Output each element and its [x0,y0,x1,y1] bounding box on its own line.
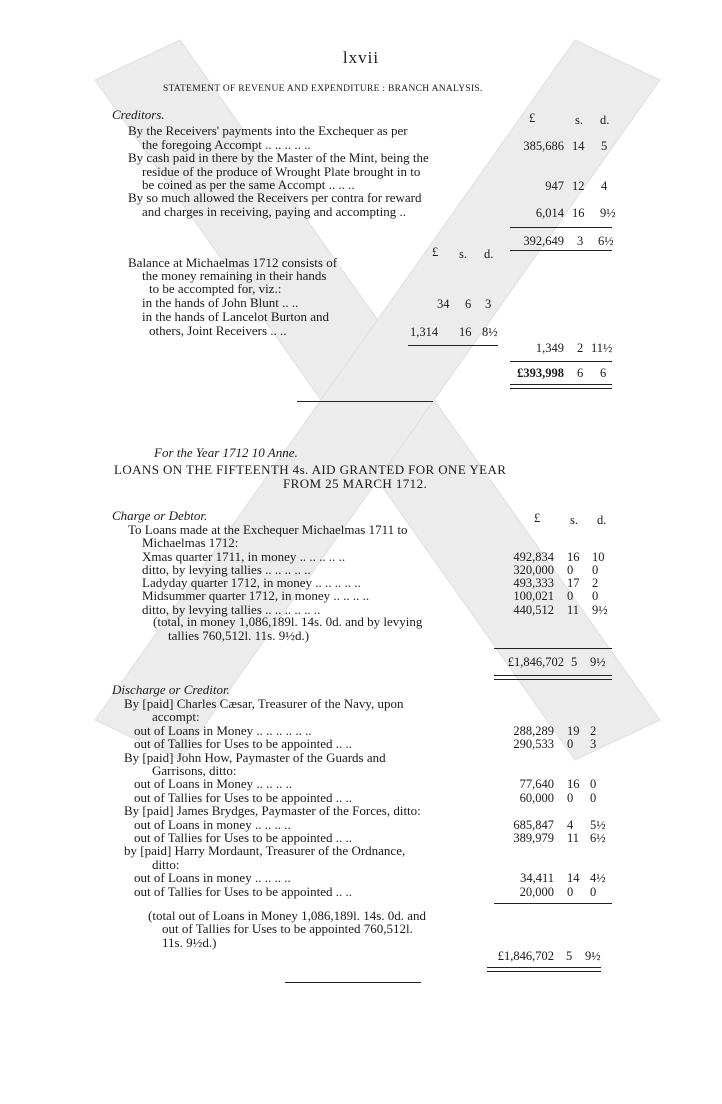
discharge-row-s: 14 [567,871,580,886]
discharge-line: out of Tallies for Uses to be appointed .. .. [134,883,353,899]
subtotal-d: 6½ [598,234,614,248]
discharge-line: out of Tallies for Uses to be appointed .. .. [134,830,353,845]
charge-head-d: d. [597,513,607,527]
charge-row-l: 440,512 [513,603,554,617]
creditor-3-l: 6,014 [535,206,564,220]
balance-line-4: in the hands of John Blunt .. .. [142,295,299,310]
discharge-line: By [paid] John How, Paymaster of the Guards and [124,749,386,765]
discharge-line: Garrisons, ditto: [152,763,237,778]
discharge-row-d: 0 [590,790,597,805]
charge-row-l: 492,834 [513,550,554,564]
discharge-line: out of Loans in money .. .. .. .. [134,870,291,886]
balance-head-l: £ [432,245,439,259]
grand-total-s: 6 [577,366,584,380]
section-divider [297,401,433,402]
creditor-3-line-1: By so much allowed the Receivers per contra for reward [128,190,422,205]
discharge-row-s: 0 [567,790,574,805]
charge-row-d: 0 [592,589,599,603]
balance-line-5: in the hands of Lancelot Burton and [142,309,330,324]
grand-total-d: 6 [600,366,607,380]
creditor-2-s: 12 [572,179,585,193]
burton-l: 1,314 [410,325,439,339]
balance-head-d: d. [484,247,494,261]
discharge-note-1: (total out of Loans in Money 1,086,189l. 14s. 0d. and [148,908,427,923]
charge-row-label: Midsummer quarter 1712, in money .. .. .. .. [142,588,370,603]
creditor-1-d: 5 [601,139,608,153]
discharge-row-d: 6½ [590,831,606,845]
charge-head-s: s. [570,513,578,527]
page-number: lxvii [342,48,380,67]
charge-row-label: ditto, by levying tallies .. .. .. .. .. [142,562,311,577]
charge-row-label: Ladyday quarter 1712, in money .. .. .. .. .. [142,575,361,590]
discharge-row-d: 0 [590,777,597,792]
creditor-2-line-3: be coined as per the same Accompt .. .. .. [142,177,355,192]
charge-row-label: ditto, by levying tallies .. .. .. .. .. .. [142,602,321,617]
year-line: For the Year 1712 10 Anne. [154,445,298,460]
discharge-line: out of Tallies for Uses to be appointed .. .. [134,789,353,805]
creditor-1-line-1: By the Receivers' payments into the Exchequer as per [128,123,408,138]
discharge-row-s: 11 [567,831,580,845]
charge-row-d: 2 [592,576,599,590]
discharge-line: out of Loans in money .. .. .. .. [134,816,291,832]
charge-row-l: 100,021 [513,589,554,603]
discharge-total-s: 5 [566,949,573,963]
grand-total-rule [510,361,612,362]
charge-total-rule [494,648,612,649]
discharge-row-d: 0 [590,884,597,899]
charge-total-double-rule [494,675,612,680]
discharge-row-s: 16 [567,777,580,792]
discharge-line: out of Tallies for Uses to be appointed .. .. [134,736,353,752]
col-head-s: s. [575,113,583,127]
charge-row-s: 0 [567,589,574,603]
balance-total-d: 11½ [591,341,613,355]
creditor-1-line-2: the foregoing Accompt .. .. .. .. .. [142,137,311,152]
discharge-row-l: 290,533 [513,737,554,752]
discharge-total-d: 9½ [585,949,601,963]
blunt-l: 34 [437,297,450,311]
discharge-row-l: 389,979 [513,831,554,845]
creditor-1-l: 385,686 [523,139,564,153]
col-head-d: d. [600,113,610,127]
charge-total-l: £1,846,702 [507,655,564,669]
discharge-row-l: 34,411 [520,871,554,886]
charge-row-d: 10 [592,550,605,564]
discharge-total-double-rule [487,967,601,972]
col-head-l: £ [529,111,536,125]
creditor-2-l: 947 [545,179,564,193]
discharge-line: out of Loans in Money .. .. .. .. [134,776,293,792]
discharge-row-l: 685,847 [513,817,554,832]
discharge-row-l: 20,000 [519,884,554,899]
charge-row-d: 9½ [592,603,608,617]
charge-row-l: 493,333 [513,576,554,590]
charge-row-s: 16 [567,550,580,564]
discharge-row-d: 4½ [590,871,606,886]
discharge-rule [494,903,612,904]
blunt-s: 6 [465,297,472,311]
charge-total-s: 5 [571,655,578,669]
charge-row-s: 11 [567,603,580,617]
discharge-row-s: 19 [567,723,580,738]
discharge-note-2: out of Tallies for Uses to be appointed 760,512l. [162,921,413,936]
loans-title-2: FROM 25 MARCH 1712. [283,476,428,491]
subtotal-s: 3 [577,234,584,248]
charge-row-l: 320,000 [513,563,554,577]
charge-row-s: 0 [567,563,574,577]
balance-line-2: the money remaining in their hands [142,268,327,283]
discharge-row-s: 0 [567,737,574,752]
discharge-line: By [paid] Charles Cæsar, Treasurer of the Navy, upon [124,696,404,711]
creditor-2-line-1: By cash paid in there by the Master of the Mint, being the [128,150,429,165]
balance-inner-rule [408,345,498,346]
loans-title-1: LOANS ON THE FIFTEENTH 4s. AID GRANTED FOR ONE YEAR [114,462,507,477]
discharge-note-3: 11s. 9½d.) [162,935,217,950]
creditor-2-line-2: residue of the produce of Wrought Plate brought in to [142,164,421,179]
charge-heading: Charge or Debtor. [112,508,208,523]
charge-row-label: Xmas quarter 1711, in money .. .. .. .. .. [142,549,346,564]
discharge-line: out of Loans in Money .. .. .. .. .. .. [134,722,312,738]
discharge-row-d: 5½ [590,817,606,832]
creditor-1-s: 14 [572,139,585,153]
charge-row-d: 0 [592,563,599,577]
running-head: STATEMENT OF REVENUE AND EXPENDITURE : BRANCH ANALYSIS. [163,84,483,94]
discharge-row-d: 2 [590,723,597,738]
subtotal-rule-below [510,250,612,251]
burton-d: 8½ [482,325,498,339]
charge-head-l: £ [534,511,541,525]
grand-total-double-rule [510,384,612,389]
discharge-line: by [paid] Harry Mordaunt, Treasurer of the Ordnance, [124,843,406,859]
discharge-row-l: 288,289 [513,723,554,738]
bottom-divider [285,982,421,983]
balance-line-6: others, Joint Receivers .. .. [149,323,287,338]
charge-note-1: (total, in money 1,086,189l. 14s. 0d. and by levying [153,614,423,629]
charge-intro-1: To Loans made at the Exchequer Michaelmas 1711 to [128,522,408,537]
charge-note-2: tallies 760,512l. 11s. 9½d.) [168,628,310,643]
grand-total-l: £393,998 [517,366,564,380]
balance-line-1: Balance at Michaelmas 1712 consists of [128,255,338,270]
discharge-line: accompt: [152,709,200,725]
discharge-row-d: 3 [590,737,597,752]
discharge-heading: Discharge or Creditor. [112,682,230,697]
balance-head-s: s. [459,247,467,261]
balance-line-3: to be accompted for, viz.: [149,281,282,296]
charge-row-s: 17 [567,576,580,590]
blunt-d: 3 [485,297,492,311]
discharge-row-s: 0 [567,884,574,899]
discharge-row-l: 60,000 [519,790,554,805]
creditor-3-s: 16 [572,206,585,220]
balance-total-l: 1,349 [535,341,564,355]
discharge-line: ditto: [152,856,180,872]
balance-total-s: 2 [577,341,584,355]
discharge-total-l: £1,846,702 [497,949,554,963]
creditors-heading: Creditors. [112,107,165,122]
creditor-3-d: 9½ [600,206,616,220]
charge-intro-2: Michaelmas 1712: [142,535,239,550]
charge-total-d: 9½ [590,655,606,669]
creditor-2-d: 4 [601,179,608,193]
subtotal-l: 392,649 [523,234,564,248]
discharge-row-l: 77,640 [519,777,554,792]
discharge-row-s: 4 [567,817,574,832]
creditor-3-line-2: and charges in receiving, paying and accompting .. [142,204,407,219]
subtotal-rule [510,227,612,228]
discharge-line: By [paid] James Brydges, Paymaster of the Forces, ditto: [124,803,421,819]
burton-s: 16 [459,325,472,339]
